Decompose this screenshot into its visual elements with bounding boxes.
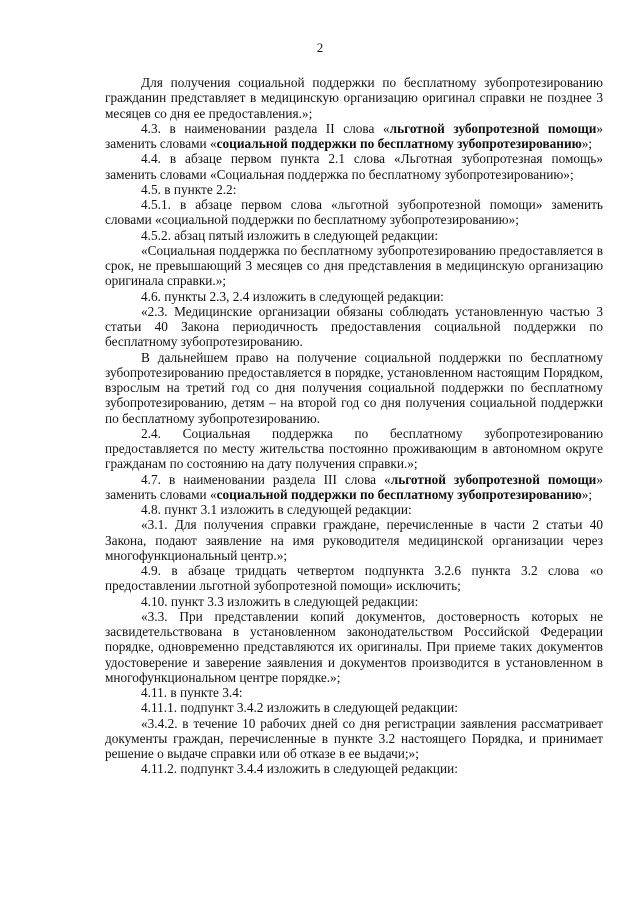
paragraph <box>105 700 603 715</box>
paragraph-text: «2.3. Медицинские организации обязаны соблюдать установленную частью 3 статьи 40 Закона периодичность предоставления социальной поддержки по бесплатному зубопротезированию. <box>105 303 603 350</box>
bold-text: социальной поддержки по бесплатному зубопротезированию <box>216 486 582 502</box>
paragraph-text: »; <box>581 486 593 502</box>
paragraph-text: » заменить словами « <box>105 120 604 151</box>
paragraph-text: 4.3. в наименовании раздела II слова « <box>141 120 390 136</box>
paragraph-text: » заменить словами « <box>105 471 603 502</box>
paragraph <box>105 151 603 182</box>
paragraph <box>105 304 603 350</box>
page-number: 2 <box>316 40 324 55</box>
paragraph <box>105 228 603 243</box>
paragraph <box>105 594 603 609</box>
paragraph <box>105 563 603 594</box>
paragraph-text: 4.8. пункт 3.1 изложить в следующей редакции: <box>141 502 412 517</box>
paragraph <box>105 716 603 762</box>
paragraph <box>105 517 603 563</box>
bold-text: льготной зубопротезной помощи <box>389 120 597 136</box>
paragraph-text: 4.11.1. подпункт 3.4.2 изложить в следующей редакции: <box>141 700 458 716</box>
paragraph <box>105 75 603 121</box>
document-body <box>105 75 603 777</box>
paragraph-text: 2.4. Социальная поддержка по бесплатному зубопротезированию предоставляется по месту жительства постоянно проживающим в автономном округе гражданам по состоянию на дату получения справки.»; <box>105 425 603 472</box>
paragraph <box>105 609 603 685</box>
paragraph-text: 4.5. в пункте 2.2: <box>141 181 237 197</box>
paragraph <box>105 121 603 152</box>
paragraph-text: 4.9. в абзаце тридцать четвертом подпункта 3.2.6 пункта 3.2 слова «о предоставлении льготной зубопротезной помощи» исключить; <box>105 563 603 594</box>
paragraph <box>105 350 603 426</box>
paragraph <box>105 761 603 776</box>
paragraph-text: 4.4. в абзаце первом пункта 2.1 слова «Льготная зубопротезная помощь» заменить словами «Социальная поддержка по бесплатному зубопротезированию»; <box>105 151 603 182</box>
paragraph-text: «3.3. При представлении копий документов, достоверность которых не засвидетельствована в установленном законодательством Российской Федерации порядке, одновременно представляются их оригиналы. При приеме таких документов удостоверение и заверение заявления и документов производится в установленном в многофункциональном центре порядке.»; <box>105 608 603 685</box>
paragraph-text: 4.7. в наименовании раздела III слова « <box>141 471 391 487</box>
paragraph <box>105 243 603 289</box>
paragraph <box>105 197 603 228</box>
paragraph-text: 4.10. пункт 3.3 изложить в следующей редакции: <box>141 593 419 609</box>
paragraph-text: 4.5.1. в абзаце первом слова «льготной зубопротезной помощи» заменить словами «социальной поддержки по бесплатному зубопротезированию»; <box>105 197 603 228</box>
bold-text: социальной поддержки по бесплатному зубопротезированию <box>216 136 582 151</box>
paragraph <box>105 472 603 503</box>
paragraph <box>105 685 603 700</box>
paragraph <box>105 182 603 197</box>
paragraph-text: В дальнейшем право на получение социальной поддержки по бесплатному зубопротезированию предоставляется в порядке, установленном настоящим Порядком, взрослым на третий год со дня получения социальной поддержки по бесплатному зубопротезированию, детям – на второй год со дня получения социальной поддержки по бесплатному зубопротезированию. <box>105 349 603 426</box>
paragraph-text: »; <box>581 136 593 151</box>
paragraph-text: 4.11. в пункте 3.4: <box>141 685 243 700</box>
paragraph-text: 4.6. пункты 2.3, 2.4 изложить в следующей редакции: <box>141 288 444 304</box>
paragraph-text: 4.5.2. абзац пятый изложить в следующей редакции: <box>141 227 439 243</box>
paragraph-text: Для получения социальной поддержки по бесплатному зубопротезированию гражданин представляет в медицинскую организацию оригинал справки не позднее 3 месяцев со дня ее предоставления.»; <box>105 75 603 121</box>
paragraph-text: «Социальная поддержка по бесплатному зубопротезированию предоставляется в срок, не превышающий 3 месяцев со дня представления в медицинскую организацию оригинала справки.»; <box>105 242 603 289</box>
paragraph <box>105 289 603 304</box>
paragraph-text: 4.11.2. подпункт 3.4.4 изложить в следующей редакции: <box>141 761 458 777</box>
paragraph-text: «3.1. Для получения справки граждане, перечисленные в части 2 статьи 40 Закона, подают заявление на имя руководителя медицинской организации через многофункциональный центр.»; <box>105 517 603 563</box>
bold-text: льготной зубопротезной помощи <box>390 471 597 487</box>
paragraph-text: «3.4.2. в течение 10 рабочих дней со дня регистрации заявления рассматривает документы граждан, перечисленные в пункте 3.2 настоящего Порядка, и принимает решение о выдаче справки или об отказе в ее выдачи;»; <box>105 715 603 761</box>
paragraph <box>105 502 603 517</box>
paragraph <box>105 426 603 472</box>
